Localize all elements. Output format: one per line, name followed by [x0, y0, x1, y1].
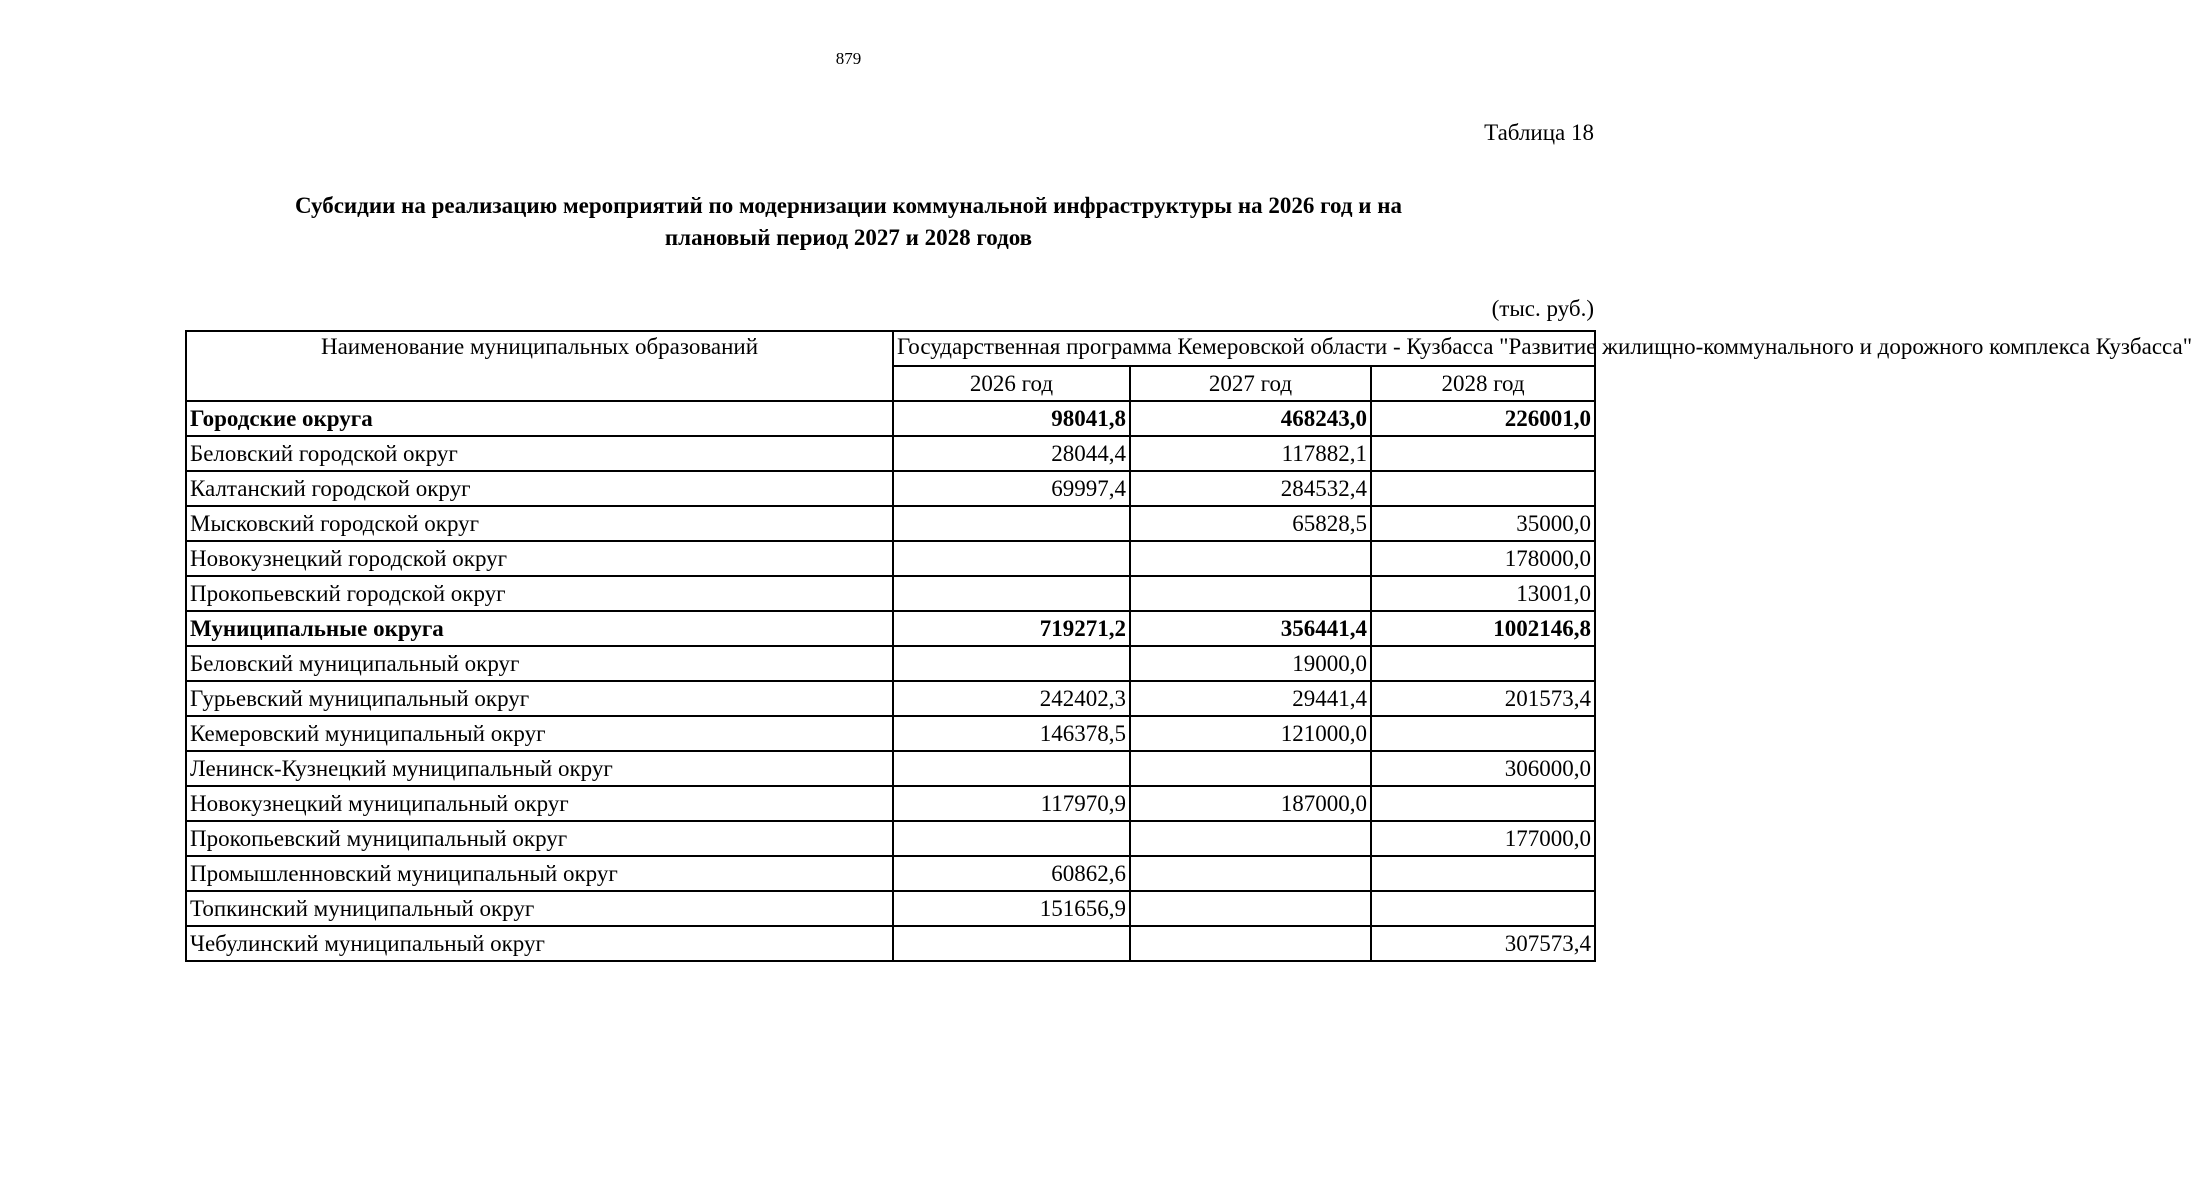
value-2026: [893, 646, 1130, 681]
value-2026: 151656,9: [893, 891, 1130, 926]
value-2027: [1130, 541, 1371, 576]
value-2027: 468243,0: [1130, 401, 1371, 436]
value-2028: 35000,0: [1371, 506, 1595, 541]
table-row: [186, 681, 1595, 716]
value-2026: 28044,4: [893, 436, 1130, 471]
table-row: [186, 436, 1595, 471]
table-row: [186, 646, 1595, 681]
table-body: [186, 401, 1595, 961]
municipality-name: Новокузнецкий муниципальный округ: [186, 786, 893, 821]
value-2028: 13001,0: [1371, 576, 1595, 611]
value-2027: [1130, 926, 1371, 961]
municipality-name: Прокопьевский городской округ: [186, 576, 893, 611]
title-line-2: плановый период 2027 и 2028 годов: [664, 225, 1033, 250]
year-2028-header: 2028 год: [1371, 366, 1595, 401]
subsidies-table: [185, 330, 2192, 962]
value-2027: [1130, 751, 1371, 786]
table-row: [186, 751, 1595, 786]
value-2027: 284532,4: [1130, 471, 1371, 506]
program-column-header: Государственная программа Кемеровской области - Кузбасса "Развитие жилищно-коммунального и дорожного комплекса Кузбасса": [893, 331, 1595, 366]
units-note: (тыс. руб.): [1491, 296, 1594, 321]
value-2027: [1130, 856, 1371, 891]
value-2027: 65828,5: [1130, 506, 1371, 541]
value-2027: 121000,0: [1130, 716, 1371, 751]
value-2026: [893, 926, 1130, 961]
municipality-name: Прокопьевский муниципальный округ: [186, 821, 893, 856]
page-number: 879: [835, 49, 862, 68]
value-2028: [1371, 716, 1595, 751]
municipality-name: Беловский муниципальный округ: [186, 646, 893, 681]
value-2028: [1371, 856, 1595, 891]
value-2028: 178000,0: [1371, 541, 1595, 576]
value-2028: [1371, 436, 1595, 471]
table-row: [186, 786, 1595, 821]
value-2026: [893, 821, 1130, 856]
value-2027: 29441,4: [1130, 681, 1371, 716]
table-row: [186, 926, 1595, 961]
value-2026: 60862,6: [893, 856, 1130, 891]
value-2028: [1371, 471, 1595, 506]
value-2027: 117882,1: [1130, 436, 1371, 471]
municipality-name: Промышленновский муниципальный округ: [186, 856, 893, 891]
value-2026: 242402,3: [893, 681, 1130, 716]
value-2028: [1371, 891, 1595, 926]
value-2028: 201573,4: [1371, 681, 1595, 716]
value-2026: 146378,5: [893, 716, 1130, 751]
municipality-name: Беловский городской округ: [186, 436, 893, 471]
table-row: [186, 401, 1595, 436]
municipality-name: Мысковский городской округ: [186, 506, 893, 541]
value-2026: [893, 576, 1130, 611]
municipality-name: Калтанский городской округ: [186, 471, 893, 506]
value-2028: 306000,0: [1371, 751, 1595, 786]
table-label: Таблица 18: [1484, 120, 1594, 145]
value-2027: 19000,0: [1130, 646, 1371, 681]
municipality-name: Кемеровский муниципальный округ: [186, 716, 893, 751]
table-row: [186, 576, 1595, 611]
municipality-name: Городские округа: [186, 401, 893, 436]
value-2026: 719271,2: [893, 611, 1130, 646]
table-row: [186, 471, 1595, 506]
value-2027: [1130, 821, 1371, 856]
value-2027: 356441,4: [1130, 611, 1371, 646]
value-2026: 117970,9: [893, 786, 1130, 821]
value-2026: 98041,8: [893, 401, 1130, 436]
value-2028: [1371, 786, 1595, 821]
year-2026-header: 2026 год: [893, 366, 1130, 401]
municipality-name: Гурьевский муниципальный округ: [186, 681, 893, 716]
value-2026: [893, 751, 1130, 786]
municipality-name: Новокузнецкий городской округ: [186, 541, 893, 576]
value-2027: [1130, 576, 1371, 611]
document-title: [220, 190, 1477, 254]
value-2028: 1002146,8: [1371, 611, 1595, 646]
municipality-name: Муниципальные округа: [186, 611, 893, 646]
value-2026: [893, 506, 1130, 541]
municipality-name: Топкинский муниципальный округ: [186, 891, 893, 926]
value-2026: [893, 541, 1130, 576]
table-row: [186, 856, 1595, 891]
value-2028: 226001,0: [1371, 401, 1595, 436]
value-2026: 69997,4: [893, 471, 1130, 506]
table-row: [186, 821, 1595, 856]
title-line-1: Субсидии на реализацию мероприятий по модернизации коммунальной инфраструктуры на 2026 год и на: [294, 193, 1402, 218]
municipality-name: Ленинск-Кузнецкий муниципальный округ: [186, 751, 893, 786]
table-row: [186, 611, 1595, 646]
value-2028: 177000,0: [1371, 821, 1595, 856]
value-2028: 307573,4: [1371, 926, 1595, 961]
value-2027: [1130, 891, 1371, 926]
table-row: [186, 716, 1595, 751]
value-2028: [1371, 646, 1595, 681]
table-row: [186, 541, 1595, 576]
municipality-name: Чебулинский муниципальный округ: [186, 926, 893, 961]
table-row: [186, 891, 1595, 926]
municipality-column-header: Наименование муниципальных образований: [186, 331, 893, 401]
table-row: [186, 506, 1595, 541]
year-2027-header: 2027 год: [1130, 366, 1371, 401]
value-2027: 187000,0: [1130, 786, 1371, 821]
